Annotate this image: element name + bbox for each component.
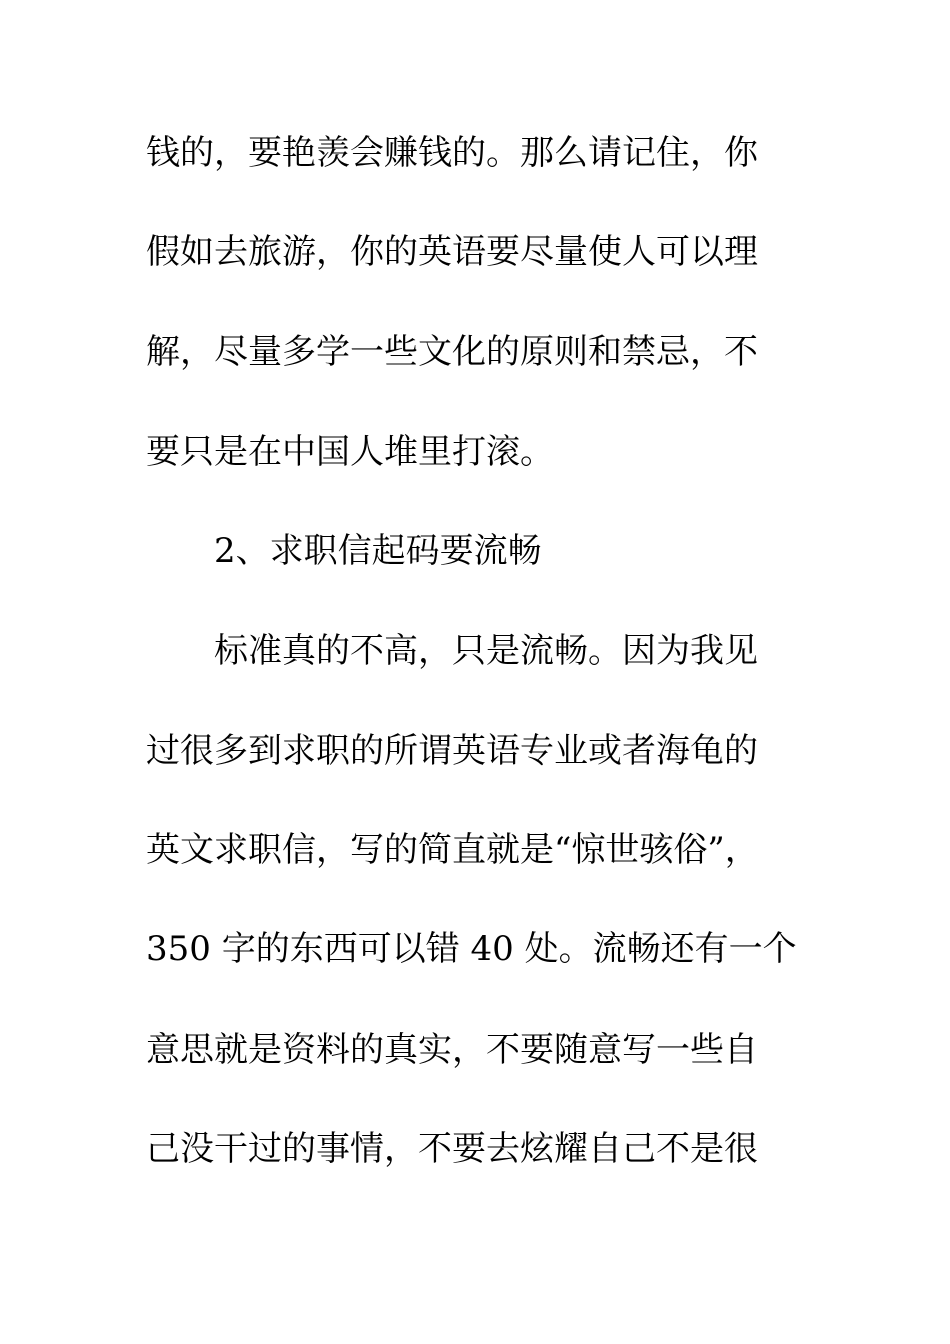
paragraph-line: 要只是在中国人堆里打滚。 — [146, 432, 554, 472]
paragraph-line: 假如去旅游，你的英语要尽量使人可以理 — [146, 232, 758, 272]
paragraph-line: 解，尽量多学一些文化的原则和禁忌，不 — [146, 332, 758, 372]
section-heading: 2、求职信起码要流畅 — [214, 531, 542, 571]
paragraph-line: 意思就是资料的真实，不要随意写一些自 — [146, 1030, 758, 1070]
paragraph-line: 350 字的东西可以错 40 处。流畅还有一个 — [146, 929, 797, 969]
paragraph-line: 钱的，要艳羡会赚钱的。那么请记住，你 — [146, 133, 758, 173]
paragraph-line: 己没干过的事情，不要去炫耀自己不是很 — [146, 1129, 758, 1169]
paragraph-line: 英文求职信，写的简直就是“惊世骇俗”， — [146, 830, 759, 870]
paragraph-line: 过很多到求职的所谓英语专业或者海龟的 — [146, 731, 758, 771]
paragraph-line: 标准真的不高，只是流畅。因为我见 — [214, 631, 758, 671]
